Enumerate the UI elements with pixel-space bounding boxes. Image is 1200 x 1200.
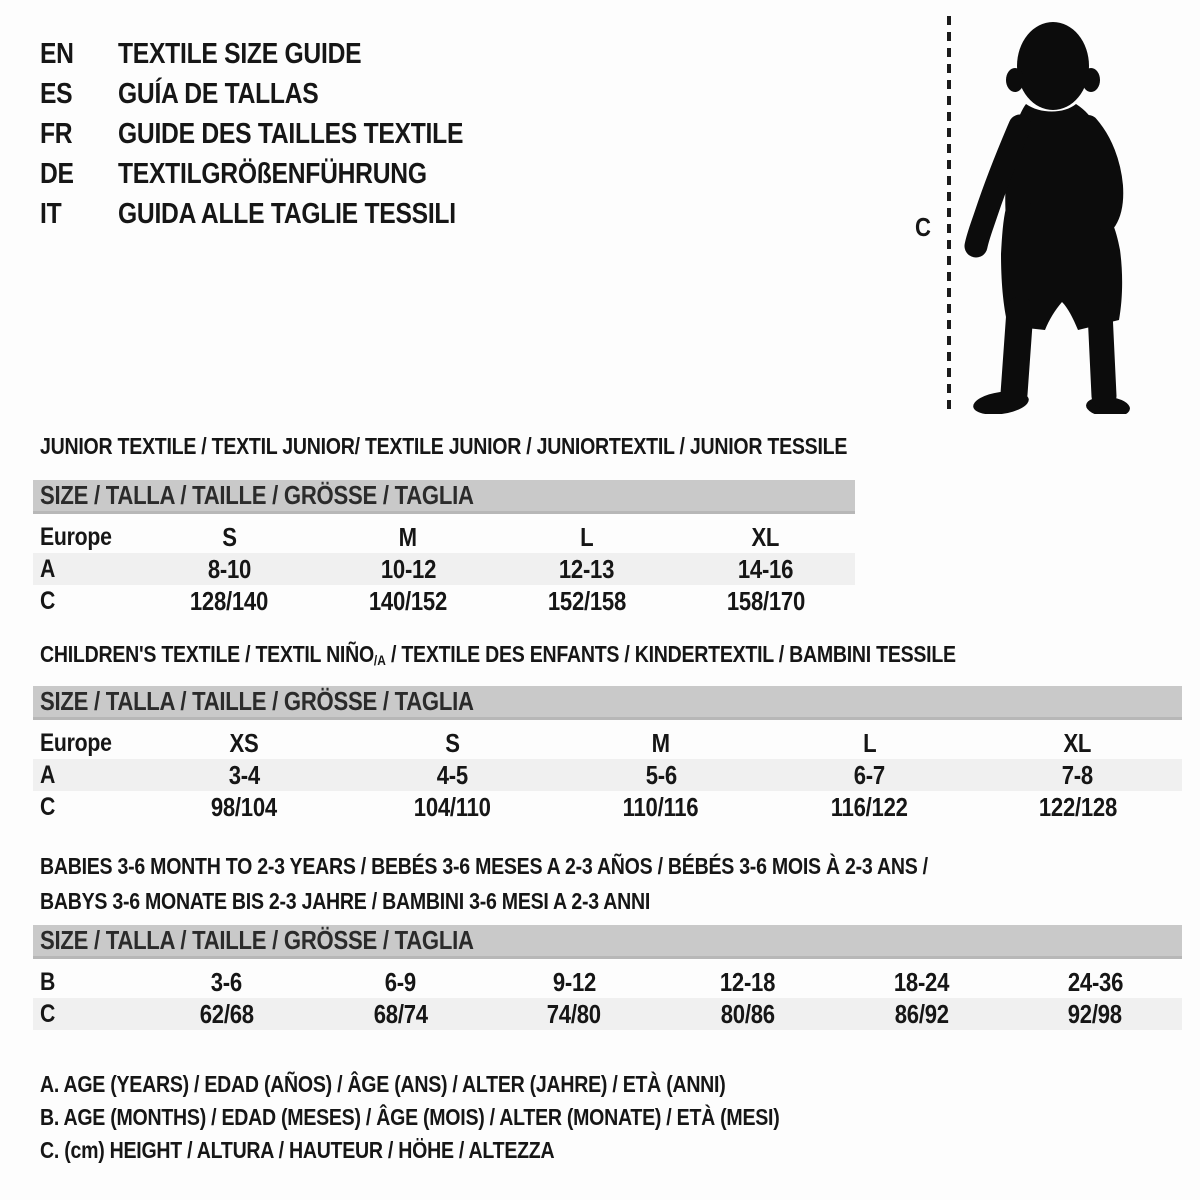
row-label: B — [40, 967, 56, 996]
height-value: 140/152 — [369, 585, 448, 616]
height-dashed-line — [947, 16, 951, 416]
children-heading-part2: / TEXTILE DES ENFANTS / KINDERTEXTIL / BAMBINI TESSILE — [385, 641, 956, 667]
months-value: 18-24 — [893, 966, 950, 997]
row-label: Europe — [40, 728, 112, 757]
months-value: 3-6 — [211, 966, 243, 997]
height-value: 62/68 — [199, 998, 254, 1029]
row-label: C — [40, 586, 56, 615]
height-value: 74/80 — [547, 998, 602, 1029]
language-code-es: ES — [40, 77, 73, 110]
language-code-de: DE — [40, 157, 74, 190]
age-value: 7-8 — [1062, 759, 1094, 790]
language-row-fr — [40, 114, 524, 154]
height-value: 80/86 — [720, 998, 775, 1029]
size-header-label: SIZE / TALLA / TAILLE / GRÖSSE / TAGLIA — [40, 686, 474, 716]
size-value: XS — [229, 727, 259, 758]
height-value: 98/104 — [211, 791, 278, 822]
children-heading-subscript: /A — [373, 652, 386, 668]
legend — [40, 1068, 910, 1167]
height-value: 158/170 — [726, 585, 805, 616]
size-value: L — [862, 727, 876, 758]
height-value: 128/140 — [190, 585, 269, 616]
language-code-en: EN — [40, 37, 74, 70]
legend-line-a: A. AGE (YEARS) / EDAD (AÑOS) / ÂGE (ANS) / ALTER (JAHRE) / ETÀ (ANNI) — [40, 1071, 726, 1097]
table-row-age — [33, 553, 855, 585]
junior-size-table — [33, 480, 855, 617]
age-value: 12-13 — [559, 553, 615, 584]
spacer — [33, 514, 855, 521]
language-row-de — [40, 154, 524, 194]
toddler-silhouette-icon — [958, 14, 1138, 414]
size-value: M — [651, 727, 671, 758]
height-value: 116/122 — [830, 791, 908, 822]
row-label: A — [40, 760, 56, 789]
guide-title-en: TEXTILE SIZE GUIDE — [118, 37, 362, 70]
babies-heading-line2: BABYS 3-6 MONATE BIS 2-3 JAHRE / BAMBINI 3-6 MESI A 2-3 ANNI — [40, 888, 651, 914]
babies-size-table — [33, 925, 1182, 1030]
months-value: 12-18 — [720, 966, 776, 997]
table-row-height — [33, 791, 1182, 823]
table-row-europe — [33, 727, 1182, 759]
height-value: 86/92 — [894, 998, 949, 1029]
children-heading-part1: CHILDREN'S TEXTILE / TEXTIL NIÑO — [40, 641, 374, 667]
junior-section-heading — [40, 432, 990, 460]
size-header-label: SIZE / TALLA / TAILLE / GRÖSSE / TAGLIA — [40, 480, 474, 510]
size-value: XL — [1063, 727, 1092, 758]
guide-title-es: GUÍA DE TALLAS — [118, 77, 319, 110]
children-size-table — [33, 686, 1182, 823]
age-value: 5-6 — [645, 759, 677, 790]
guide-title-it: GUIDA ALLE TAGLIE TESSILI — [118, 197, 456, 230]
size-value: M — [399, 521, 418, 552]
height-value: 152/158 — [547, 585, 626, 616]
size-value: S — [445, 727, 460, 758]
guide-title-fr: GUIDE DES TAILLES TEXTILE — [118, 117, 464, 150]
language-code-fr: FR — [40, 117, 73, 150]
babies-section-heading — [40, 849, 1085, 919]
age-value: 8-10 — [207, 553, 251, 584]
table-row-europe — [33, 521, 855, 553]
age-value: 6-7 — [853, 759, 885, 790]
guide-title-de: TEXTILGRÖßENFÜHRUNG — [118, 157, 427, 190]
height-value: 110/116 — [623, 791, 699, 822]
legend-line-b: B. AGE (MONTHS) / EDAD (MESES) / ÂGE (MOIS) / ALTER (MONATE) / ETÀ (MESI) — [40, 1104, 780, 1130]
table-row-height — [33, 998, 1182, 1030]
months-value: 24-36 — [1067, 966, 1123, 997]
height-value: 92/98 — [1068, 998, 1123, 1029]
row-label: A — [40, 554, 56, 583]
size-header-label: SIZE / TALLA / TAILLE / GRÖSSE / TAGLIA — [40, 925, 474, 955]
months-value: 9-12 — [552, 966, 596, 997]
age-value: 3-4 — [228, 759, 260, 790]
babies-heading-line1: BABIES 3-6 MONTH TO 2-3 YEARS / BEBÉS 3-6 MESES A 2-3 AÑOS / BÉBÉS 3-6 MOIS À 2-3 ANS / — [40, 853, 928, 879]
height-value: 122/128 — [1038, 791, 1117, 822]
size-header-bar — [33, 480, 855, 514]
legend-line-c: C. (cm) HEIGHT / ALTURA / HAUTEUR / HÖHE / ALTEZZA — [40, 1137, 555, 1163]
row-label: C — [40, 792, 56, 821]
height-value: 68/74 — [373, 998, 428, 1029]
size-value: XL — [751, 521, 780, 552]
age-value: 14-16 — [738, 553, 794, 584]
language-title-list — [40, 34, 524, 234]
table-row-height — [33, 585, 855, 617]
language-row-es — [40, 74, 524, 114]
size-header-bar — [33, 925, 1182, 959]
height-value: 104/110 — [414, 791, 492, 822]
children-section-heading — [40, 640, 1117, 674]
months-value: 6-9 — [384, 966, 417, 997]
language-row-it — [40, 194, 524, 234]
language-code-it: IT — [40, 197, 62, 230]
height-measure-label-c: C — [915, 212, 931, 242]
size-value: S — [222, 521, 237, 552]
junior-heading-text: JUNIOR TEXTILE / TEXTIL JUNIOR/ TEXTILE JUNIOR / JUNIORTEXTIL / JUNIOR TESSILE — [40, 433, 848, 459]
row-label: Europe — [40, 522, 112, 551]
language-row-en — [40, 34, 524, 74]
table-row-months — [33, 966, 1182, 998]
spacer — [33, 720, 1182, 727]
age-value: 4-5 — [436, 759, 469, 790]
spacer — [33, 959, 1182, 966]
size-value: L — [580, 521, 594, 552]
size-header-bar — [33, 686, 1182, 720]
table-row-age — [33, 759, 1182, 791]
row-label: C — [40, 999, 56, 1028]
age-value: 10-12 — [380, 553, 436, 584]
